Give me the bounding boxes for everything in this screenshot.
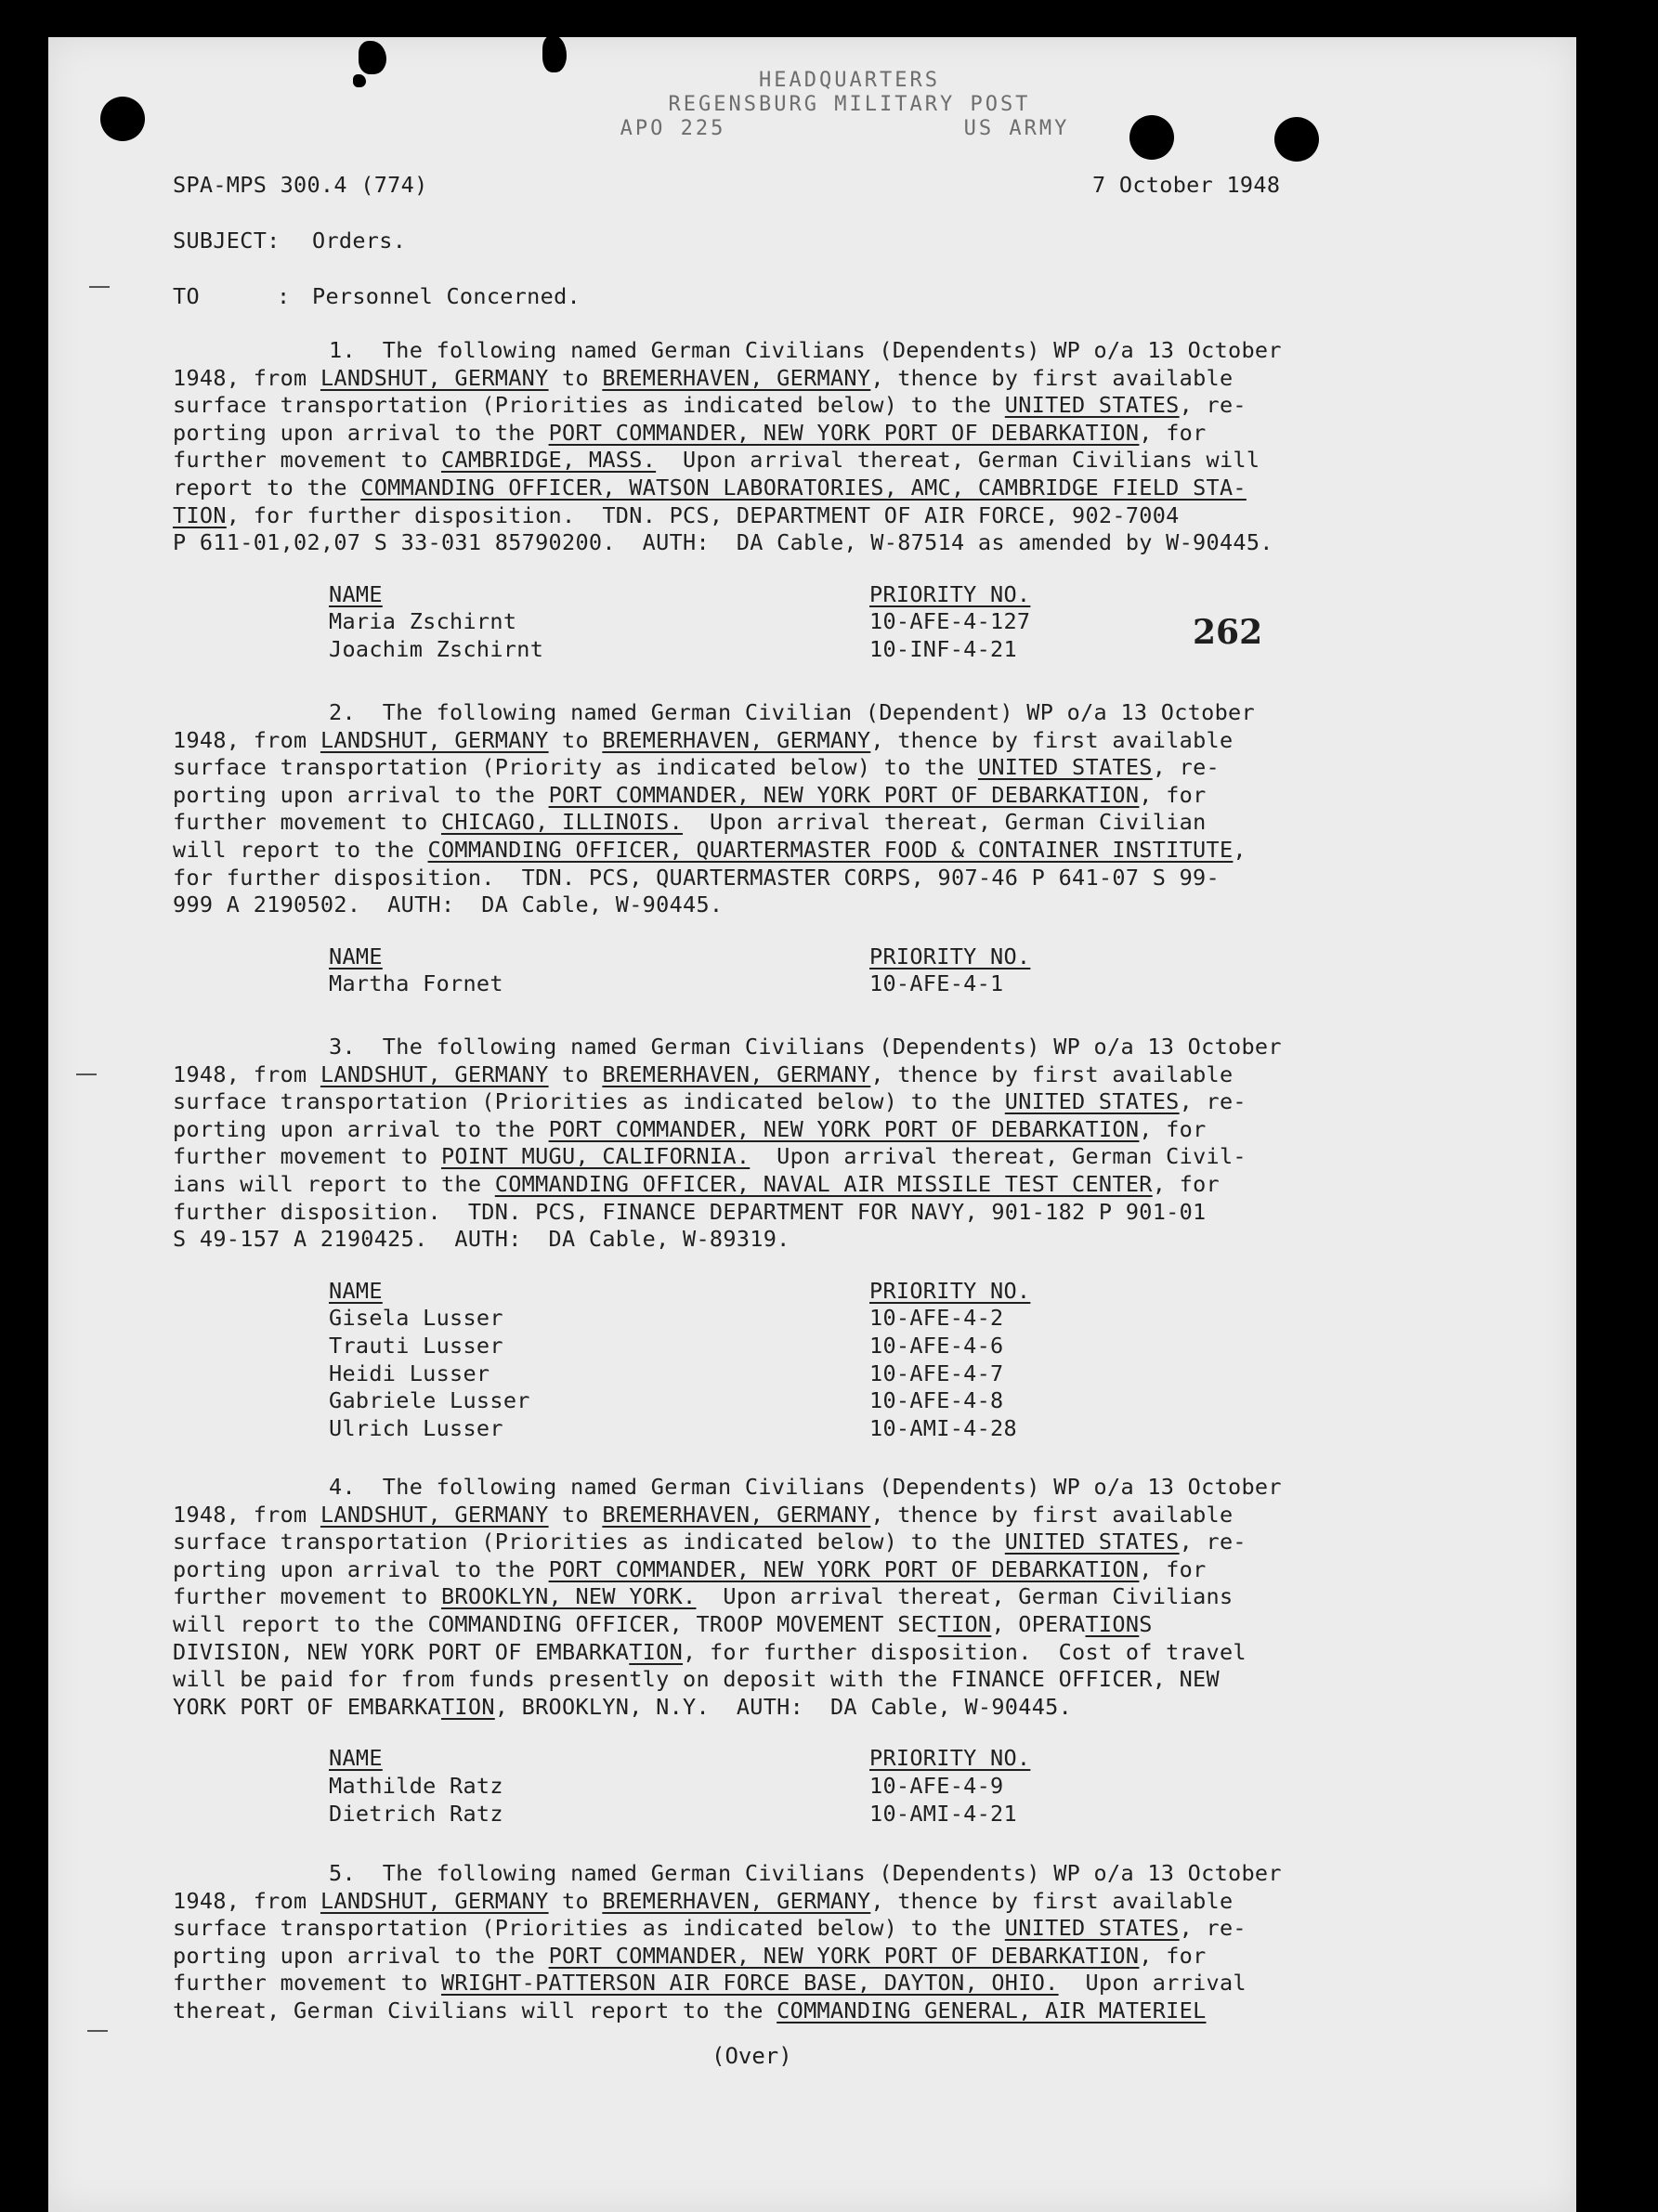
name-column-header: NAME: [329, 1745, 383, 1772]
handwritten-number: 262: [1193, 613, 1263, 652]
paragraph-4-line: YORK PORT OF EMBARKATION, BROOKLYN, N.Y. AUTH: DA Cable, W-90445.: [173, 1693, 1073, 1720]
priority-column-header: PRIORITY NO.: [869, 580, 1031, 607]
name-column-header: NAME: [329, 580, 383, 607]
person-name: Dietrich Ratz: [329, 1800, 503, 1827]
paragraph-4-line: will be paid for from funds presently on deposit with the FINANCE OFFICER, NEW: [173, 1666, 1220, 1693]
person-priority: 10-AFE-4-8: [869, 1387, 1004, 1414]
letterhead-line-1: HEADQUARTERS: [759, 69, 940, 92]
paragraph-2-line: for further disposition. TDN. PCS, QUARTERMASTER CORPS, 907-46 P 641-07 S 99-: [173, 864, 1220, 891]
document-page: [48, 37, 1576, 2212]
paragraph-2-line: 1948, from LANDSHUT, GERMANY to BREMERHAVEN, GERMANY, thence by first available: [173, 726, 1234, 753]
letterhead-apo: APO 225: [620, 117, 726, 140]
person-priority: 10-AFE-4-9: [869, 1773, 1004, 1799]
person-name: Gabriele Lusser: [329, 1387, 530, 1414]
paragraph-1-line: P 611-01,02,07 S 33-031 85790200. AUTH: DA Cable, W-87514 as amended by W-90445.: [173, 529, 1273, 556]
person-name: Maria Zschirnt: [329, 608, 517, 635]
paragraph-2-line: further movement to CHICAGO, ILLINOIS. Upon arrival thereat, German Civilian: [173, 809, 1207, 836]
paragraph-2-line: surface transportation (Priority as indicated below) to the UNITED STATES, re-: [173, 754, 1220, 781]
paragraph-3-line: 3. The following named German Civilians (Dependents) WP o/a 13 October: [329, 1034, 1282, 1060]
reference-number: SPA-MPS 300.4 (774): [173, 172, 428, 198]
paragraph-5-line: further movement to WRIGHT-PATTERSON AIR FORCE BASE, DAYTON, OHIO. Upon arrival: [173, 1970, 1247, 1997]
paragraph-4-line: 4. The following named German Civilians (Dependents) WP o/a 13 October: [329, 1474, 1282, 1500]
margin-mark: [89, 286, 110, 288]
paragraph-4-line: further movement to BROOKLYN, NEW YORK. Upon arrival thereat, German Civilians: [173, 1583, 1234, 1610]
person-priority: 10-INF-4-21: [869, 636, 1017, 662]
paragraph-2-line: will report to the COMMANDING OFFICER, QUARTERMASTER FOOD & CONTAINER INSTITUTE,: [173, 837, 1247, 863]
paragraph-3-line: ians will report to the COMMANDING OFFICER, NAVAL AIR MISSILE TEST CENTER, for: [173, 1171, 1220, 1197]
to-colon: :: [277, 283, 291, 309]
paragraph-4-line: DIVISION, NEW YORK PORT OF EMBARKATION, for further disposition. Cost of travel: [173, 1638, 1247, 1665]
paragraph-3-line: further movement to POINT MUGU, CALIFORNIA. Upon arrival thereat, German Civil-: [173, 1143, 1247, 1170]
paragraph-1-line: 1. The following named German Civilians (Dependents) WP o/a 13 October: [329, 337, 1282, 363]
paragraph-1-line: surface transportation (Priorities as indicated below) to the UNITED STATES, re-: [173, 392, 1247, 419]
paragraph-2-line: porting upon arrival to the PORT COMMANDER, NEW YORK PORT OF DEBARKATION, for: [173, 781, 1207, 808]
paragraph-5-line: 1948, from LANDSHUT, GERMANY to BREMERHAVEN, GERMANY, thence by first available: [173, 1887, 1234, 1914]
paragraph-3-line: porting upon arrival to the PORT COMMANDER, NEW YORK PORT OF DEBARKATION, for: [173, 1115, 1207, 1142]
paragraph-4-line: surface transportation (Priorities as indicated below) to the UNITED STATES, re-: [173, 1529, 1247, 1555]
to-text: Personnel Concerned.: [312, 283, 581, 309]
person-priority: 10-AFE-4-127: [869, 608, 1031, 635]
paragraph-4-line: 1948, from LANDSHUT, GERMANY to BREMERHAVEN, GERMANY, thence by first available: [173, 1501, 1234, 1528]
paragraph-4-line: will report to the COMMANDING OFFICER, TROOP MOVEMENT SECTION, OPERATIONS: [173, 1611, 1153, 1637]
paragraph-3-line: further disposition. TDN. PCS, FINANCE DEPARTMENT FOR NAVY, 901-182 P 901-01: [173, 1198, 1207, 1225]
margin-mark: [76, 1073, 97, 1075]
person-name: Heidi Lusser: [329, 1360, 490, 1386]
document-date: 7 October 1948: [1092, 172, 1281, 198]
person-name: Mathilde Ratz: [329, 1773, 503, 1799]
person-name: Joachim Zschirnt: [329, 636, 544, 662]
paragraph-3-line: surface transportation (Priorities as indicated below) to the UNITED STATES, re-: [173, 1088, 1247, 1115]
person-priority: 10-AFE-4-2: [869, 1305, 1004, 1332]
paragraph-3-line: 1948, from LANDSHUT, GERMANY to BREMERHAVEN, GERMANY, thence by first available: [173, 1060, 1234, 1087]
person-name: Martha Fornet: [329, 970, 503, 997]
name-column-header: NAME: [329, 1277, 383, 1304]
to-label: TO: [173, 283, 200, 309]
person-name: Trauti Lusser: [329, 1333, 503, 1359]
paragraph-1-line: report to the COMMANDING OFFICER, WATSON LABORATORIES, AMC, CAMBRIDGE FIELD STA-: [173, 475, 1247, 501]
paragraph-1-line: further movement to CAMBRIDGE, MASS. Upon arrival thereat, German Civilians will: [173, 447, 1260, 474]
paragraph-5-line: porting upon arrival to the PORT COMMANDER, NEW YORK PORT OF DEBARKATION, for: [173, 1942, 1207, 1969]
person-priority: 10-AFE-4-1: [869, 970, 1004, 997]
name-column-header: NAME: [329, 943, 383, 969]
letterhead-line-2: REGENSBURG MILITARY POST: [668, 93, 1031, 116]
letterhead-army: US ARMY: [963, 117, 1070, 140]
paragraph-5-line: 5. The following named German Civilians (Dependents) WP o/a 13 October: [329, 1860, 1282, 1886]
paragraph-1-line: 1948, from LANDSHUT, GERMANY to BREMERHAVEN, GERMANY, thence by first available: [173, 364, 1234, 391]
over-footer: (Over): [712, 2043, 792, 2069]
priority-column-header: PRIORITY NO.: [869, 1745, 1031, 1772]
person-priority: 10-AMI-4-28: [869, 1414, 1017, 1441]
person-priority: 10-AMI-4-21: [869, 1800, 1017, 1827]
paragraph-1-line: porting upon arrival to the PORT COMMANDER, NEW YORK PORT OF DEBARKATION, for: [173, 419, 1207, 446]
paragraph-5-line: thereat, German Civilians will report to the COMMANDING GENERAL, AIR MATERIEL: [173, 1997, 1207, 2023]
person-name: Gisela Lusser: [329, 1305, 503, 1332]
paragraph-4-line: porting upon arrival to the PORT COMMANDER, NEW YORK PORT OF DEBARKATION, for: [173, 1555, 1207, 1582]
subject-text: Orders.: [312, 228, 407, 254]
priority-column-header: PRIORITY NO.: [869, 943, 1031, 969]
paragraph-3-line: S 49-157 A 2190425. AUTH: DA Cable, W-89319.: [173, 1226, 790, 1253]
paragraph-1-line: TION, for further disposition. TDN. PCS, DEPARTMENT OF AIR FORCE, 902-7004: [173, 501, 1180, 528]
paragraph-5-line: surface transportation (Priorities as indicated below) to the UNITED STATES, re-: [173, 1915, 1247, 1942]
subject-label: SUBJECT:: [173, 228, 281, 254]
ink-blot: [542, 35, 567, 72]
margin-mark: [87, 2030, 108, 2032]
person-name: Ulrich Lusser: [329, 1414, 503, 1441]
priority-column-header: PRIORITY NO.: [869, 1277, 1031, 1304]
person-priority: 10-AFE-4-6: [869, 1333, 1004, 1359]
paragraph-2-line: 999 A 2190502. AUTH: DA Cable, W-90445.: [173, 891, 724, 918]
person-priority: 10-AFE-4-7: [869, 1360, 1004, 1386]
paragraph-2-line: 2. The following named German Civilian (Dependent) WP o/a 13 October: [329, 699, 1255, 725]
